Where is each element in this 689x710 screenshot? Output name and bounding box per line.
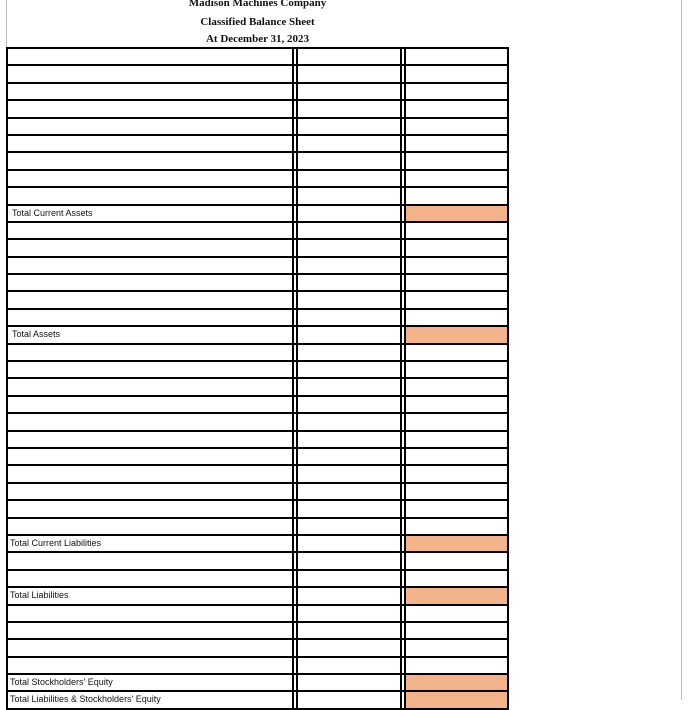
amount-cell[interactable] — [404, 466, 509, 481]
total-amount-cell[interactable] — [404, 675, 509, 690]
amount-cell[interactable] — [404, 432, 509, 447]
table-row — [6, 379, 509, 396]
table-row — [6, 136, 509, 153]
table-row — [6, 345, 509, 362]
amount-cell[interactable] — [404, 119, 509, 134]
row-label-cell[interactable] — [6, 432, 292, 447]
amount-cell[interactable] — [296, 136, 400, 151]
amount-cell[interactable] — [296, 171, 400, 186]
total-row — [6, 588, 509, 605]
row-label-cell[interactable] — [6, 119, 292, 134]
row-label-cell[interactable] — [6, 66, 292, 81]
amount-cell[interactable] — [404, 519, 509, 534]
row-label-cell[interactable] — [6, 606, 292, 621]
table-row — [6, 101, 509, 118]
amount-cell[interactable] — [296, 414, 400, 429]
table-row — [6, 153, 509, 170]
amount-cell[interactable] — [296, 536, 400, 551]
amount-cell[interactable] — [296, 153, 400, 168]
statement-title: Classified Balance Sheet — [200, 16, 315, 28]
table-row — [6, 501, 509, 518]
amount-cell[interactable] — [404, 484, 509, 499]
row-label-cell[interactable] — [6, 136, 292, 151]
amount-cell[interactable] — [404, 571, 509, 586]
amount-cell[interactable] — [296, 519, 400, 534]
amount-cell[interactable] — [404, 188, 509, 203]
row-label-cell[interactable]: Total Liabilities — [6, 588, 292, 603]
row-label-cell[interactable] — [6, 501, 292, 516]
amount-cell[interactable] — [404, 49, 509, 64]
amount-cell[interactable] — [296, 206, 400, 221]
amount-cell[interactable] — [296, 84, 400, 99]
amount-cell[interactable] — [404, 362, 509, 377]
amount-cell[interactable] — [296, 345, 400, 360]
amount-cell[interactable] — [296, 397, 400, 412]
amount-cell[interactable] — [404, 379, 509, 394]
table-row — [6, 66, 509, 83]
total-row — [6, 536, 509, 553]
row-label-cell[interactable] — [6, 571, 292, 586]
amount-cell[interactable] — [404, 501, 509, 516]
row-label-cell[interactable] — [6, 623, 292, 638]
row-label-cell[interactable] — [6, 345, 292, 360]
amount-cell[interactable] — [404, 275, 509, 290]
amount-cell[interactable] — [296, 275, 400, 290]
amount-cell[interactable] — [296, 362, 400, 377]
table-row — [6, 397, 509, 414]
row-label-cell[interactable] — [6, 484, 292, 499]
amount-cell[interactable] — [296, 588, 400, 603]
amount-cell[interactable] — [404, 553, 509, 568]
amount-cell[interactable] — [404, 101, 509, 116]
table-row — [6, 658, 509, 675]
table-row — [6, 432, 509, 449]
row-label-cell[interactable]: Total Assets — [6, 327, 292, 342]
row-label-cell[interactable] — [6, 379, 292, 394]
amount-cell[interactable] — [404, 66, 509, 81]
row-label-cell[interactable] — [6, 223, 292, 238]
amount-cell[interactable] — [296, 310, 400, 325]
table-row — [6, 466, 509, 483]
row-label-cell[interactable]: Total Liabilities & Stockholders' Equity — [6, 692, 292, 707]
table-row — [6, 240, 509, 257]
table-row — [6, 84, 509, 101]
amount-cell[interactable] — [296, 66, 400, 81]
table-row — [6, 640, 509, 657]
table-row — [6, 49, 509, 66]
amount-cell[interactable] — [296, 484, 400, 499]
amount-cell[interactable] — [404, 84, 509, 99]
total-row — [6, 206, 509, 223]
row-label-cell[interactable]: Total Current Assets — [6, 206, 292, 221]
amount-cell[interactable] — [296, 379, 400, 394]
amount-cell[interactable] — [296, 553, 400, 568]
amount-cell[interactable] — [404, 292, 509, 307]
amount-cell[interactable] — [296, 501, 400, 516]
amount-cell[interactable] — [404, 606, 509, 621]
total-amount-cell[interactable] — [404, 588, 509, 603]
row-label-cell[interactable] — [6, 49, 292, 64]
amount-cell[interactable] — [296, 119, 400, 134]
amount-cell[interactable] — [296, 432, 400, 447]
total-amount-cell[interactable] — [404, 692, 509, 707]
total-amount-cell[interactable] — [404, 206, 509, 221]
amount-cell[interactable] — [296, 449, 400, 464]
table-row — [6, 292, 509, 309]
amount-cell[interactable] — [296, 692, 400, 707]
amount-cell[interactable] — [296, 101, 400, 116]
amount-cell[interactable] — [296, 675, 400, 690]
amount-cell[interactable] — [296, 606, 400, 621]
table-row — [6, 553, 509, 570]
amount-cell[interactable] — [404, 623, 509, 638]
table-row — [6, 188, 509, 205]
table-row — [6, 310, 509, 327]
amount-cell[interactable] — [296, 188, 400, 203]
row-label-cell[interactable] — [6, 258, 292, 273]
row-label-cell[interactable]: Total Stockholders' Equity — [6, 675, 292, 690]
amount-cell[interactable] — [404, 658, 509, 673]
row-label-cell[interactable] — [6, 101, 292, 116]
page-edge-right — [681, 0, 682, 700]
amount-cell[interactable] — [296, 640, 400, 655]
row-label-cell[interactable] — [6, 240, 292, 255]
amount-cell[interactable] — [404, 310, 509, 325]
total-amount-cell[interactable] — [404, 536, 509, 551]
statement-date: At December 31, 2023 — [205, 33, 310, 45]
row-label-cell[interactable] — [6, 519, 292, 534]
table-row — [6, 171, 509, 188]
total-row — [6, 327, 509, 344]
table-row — [6, 119, 509, 136]
table-row — [6, 275, 509, 292]
row-label-cell[interactable] — [6, 362, 292, 377]
amount-cell[interactable] — [404, 223, 509, 238]
amount-cell[interactable] — [296, 466, 400, 481]
table-row — [6, 606, 509, 623]
row-label-cell[interactable] — [6, 84, 292, 99]
row-label-cell[interactable] — [6, 553, 292, 568]
amount-cell[interactable] — [296, 292, 400, 307]
table-row — [6, 449, 509, 466]
amount-cell[interactable] — [404, 640, 509, 655]
row-label-cell[interactable] — [6, 640, 292, 655]
table-row — [6, 484, 509, 501]
row-label-cell[interactable] — [6, 275, 292, 290]
row-label-cell[interactable] — [6, 466, 292, 481]
table-row — [6, 223, 509, 240]
amount-cell[interactable] — [404, 258, 509, 273]
amount-cell[interactable] — [296, 658, 400, 673]
amount-cell[interactable] — [404, 171, 509, 186]
amount-cell[interactable] — [296, 327, 400, 342]
table-row — [6, 258, 509, 275]
balance-sheet-table — [6, 47, 509, 710]
row-label-cell[interactable] — [6, 658, 292, 673]
amount-cell[interactable] — [404, 345, 509, 360]
row-label-cell[interactable] — [6, 310, 292, 325]
amount-cell[interactable] — [404, 136, 509, 151]
row-label-cell[interactable] — [6, 397, 292, 412]
row-label-cell[interactable] — [6, 153, 292, 168]
amount-cell[interactable] — [404, 153, 509, 168]
amount-cell[interactable] — [404, 414, 509, 429]
total-amount-cell[interactable] — [404, 327, 509, 342]
amount-cell[interactable] — [296, 571, 400, 586]
amount-cell[interactable] — [296, 623, 400, 638]
amount-cell[interactable] — [296, 49, 400, 64]
amount-cell[interactable] — [296, 223, 400, 238]
table-row — [6, 414, 509, 431]
table-row — [6, 519, 509, 536]
row-label-cell[interactable] — [6, 171, 292, 186]
table-row — [6, 623, 509, 640]
amount-cell[interactable] — [404, 240, 509, 255]
total-row — [6, 692, 509, 709]
row-label-cell[interactable] — [6, 292, 292, 307]
table-row — [6, 362, 509, 379]
table-row — [6, 571, 509, 588]
row-label-cell[interactable] — [6, 414, 292, 429]
amount-cell[interactable] — [404, 397, 509, 412]
amount-cell[interactable] — [296, 240, 400, 255]
company-name: Madison Machines Company — [188, 0, 327, 9]
row-label-cell[interactable] — [6, 188, 292, 203]
amount-cell[interactable] — [296, 258, 400, 273]
row-label-cell[interactable]: Total Current Liabilities — [6, 536, 292, 551]
amount-cell[interactable] — [404, 449, 509, 464]
row-label-cell[interactable] — [6, 449, 292, 464]
total-row — [6, 675, 509, 692]
